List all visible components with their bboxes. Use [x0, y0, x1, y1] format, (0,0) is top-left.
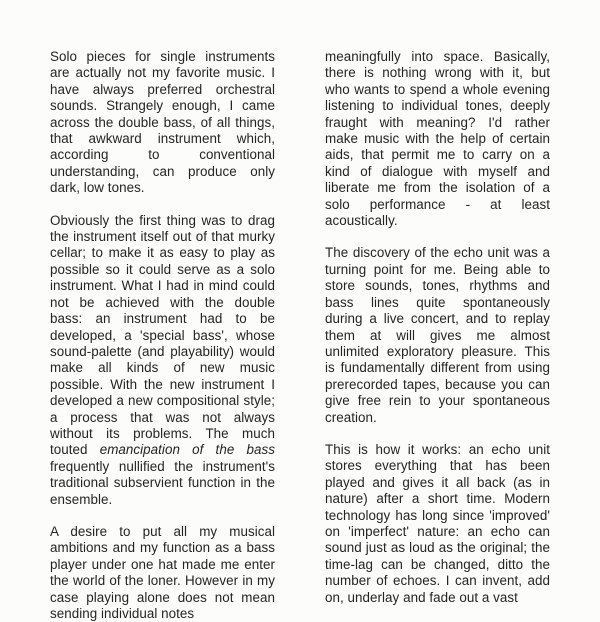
text-segment: A desire to put all my musical ambitions and my function as a bass player under one hat made me enter the world of the loner. However in my case playing alone does not mean sending individual notes: [50, 523, 275, 621]
paragraph: [325, 49, 550, 229]
text-segment: This is how it works: an echo unit stores everything that has been played and gives it all back (as in nature) after a short time. Modern technology has long since 'improved' on 'imperfect' nature: an echo can sound just as loud as the original; the time-lag can be changed, ditto the number of echoes. I can invent, add on, underlay and fade out a vast: [325, 441, 550, 605]
right-text-column: [325, 49, 550, 605]
paragraph: [50, 213, 275, 508]
text-segment: Obviously the first thing was to drag the instrument itself out of that murky cellar; to make it as easy to play as possible so it could serve as a solo instrument. What I had in mind could not be achieved with the double bass: an instrument had to be developed, a 'special bass', whose sound-palette (and playability) would make all kinds of new music possible. With the new instrument I developed a new compositional style; a process that was not always without its problems. The much touted: [50, 212, 275, 458]
paragraph: [325, 245, 550, 425]
text-segment: Solo pieces for single instruments are actually not my favorite music. I have always preferred orchestral sounds. Strangely enough, I came across the double bass, of all things, that awkward instrument which, according to conventional understanding, can produce only dark, low tones.: [50, 49, 275, 196]
text-segment: meaningfully into space. Basically, there is nothing wrong with it, but who wants to spend a whole evening listening to individual tones, deeply fraught with meaning? I'd rather make music with the help of certain aids, that permit me to carry on a kind of dialogue with myself and liberate me from the isolation of a solo performance - at least acoustically.: [325, 49, 550, 229]
text-segment: The discovery of the echo unit was a turning point for me. Being able to store sounds, tones, rhythms and bass lines quite spontaneously during a live concert, and to replay them at will gives me almost unlimited exploratory pleasure. This is fundamentally different from using prerecorded tapes, because you can give free rein to your spontaneous creation.: [325, 245, 550, 425]
left-text-column: [50, 49, 275, 621]
paragraph: [50, 49, 275, 197]
text-segment: frequently nullified the instrument's traditional subservient function in the ensemble.: [50, 458, 275, 507]
paragraph: [50, 524, 275, 622]
paragraph: [325, 442, 550, 606]
italic-phrase: emancipation of the bass: [99, 442, 275, 458]
